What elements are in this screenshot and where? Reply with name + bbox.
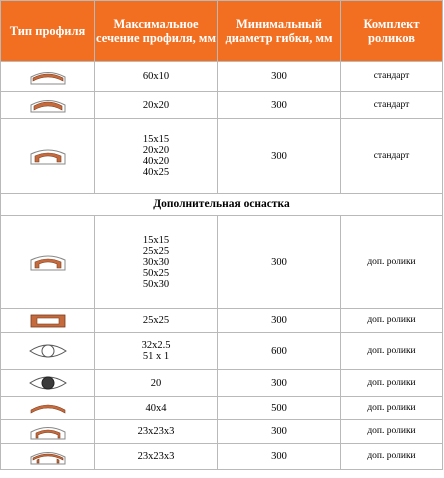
section-value: 15x15 xyxy=(142,134,170,145)
section-value: 51 x 1 xyxy=(142,351,170,362)
table-header-row xyxy=(1,1,443,62)
kit-cell: доп. ролики xyxy=(341,309,443,333)
section-cell xyxy=(95,370,218,397)
kit-cell: доп. ролики xyxy=(341,444,443,470)
section-value: 50x30 xyxy=(142,278,170,290)
arc-angle-icon xyxy=(28,423,68,441)
diameter-cell: 300 xyxy=(218,309,341,333)
header-max-section: Максимальное сечение профиля, мм xyxy=(95,1,218,62)
section-value: 15x15 xyxy=(142,234,170,246)
profile-icon-cell xyxy=(1,62,95,92)
diameter-cell: 300 xyxy=(218,370,341,397)
section-cell xyxy=(95,92,218,119)
table-row xyxy=(1,309,443,333)
table-row xyxy=(1,444,443,470)
section-value: 30x30 xyxy=(142,256,170,268)
kit-cell: доп. ролики xyxy=(341,216,443,309)
section-value: 20x20 xyxy=(142,99,170,111)
profile-icon-cell xyxy=(1,92,95,119)
kit-cell: доп. ролики xyxy=(341,420,443,444)
table-row xyxy=(1,119,443,194)
profile-icon-cell xyxy=(1,119,95,194)
kit-cell: доп. ролики xyxy=(341,397,443,420)
kit-cell: стандарт xyxy=(341,62,443,92)
section-value: 23x23x3 xyxy=(137,426,175,437)
header-roller-kit: Комплект роликов xyxy=(341,1,443,62)
pipe-ring-icon xyxy=(26,341,70,361)
diameter-cell: 300 xyxy=(218,444,341,470)
section-cell xyxy=(95,309,218,333)
profile-icon-cell xyxy=(1,444,95,470)
section-value: 20 xyxy=(150,377,162,389)
section-cell xyxy=(95,62,218,92)
diameter-cell: 300 xyxy=(218,119,341,194)
section-value: 50x25 xyxy=(142,267,170,279)
profile-icon-cell xyxy=(1,333,95,370)
square-profile-icon xyxy=(28,313,68,329)
diameter-cell: 300 xyxy=(218,62,341,92)
table-row xyxy=(1,420,443,444)
arc-square-bar-icon xyxy=(28,96,68,114)
section-cell xyxy=(95,420,218,444)
section-divider-row xyxy=(1,194,443,216)
profile-icon-cell xyxy=(1,420,95,444)
section-value: 25x25 xyxy=(142,245,170,257)
section-cell xyxy=(95,333,218,370)
section-value: 32x2.5 xyxy=(141,340,171,351)
kit-cell: доп. ролики xyxy=(341,333,443,370)
profile-icon-cell xyxy=(1,370,95,397)
table-row xyxy=(1,397,443,420)
section-value: 40x25 xyxy=(142,167,170,178)
table-row xyxy=(1,333,443,370)
profile-icon-cell xyxy=(1,397,95,420)
table-row xyxy=(1,62,443,92)
section-cell xyxy=(95,216,218,309)
profile-icon-cell xyxy=(1,216,95,309)
profile-icon-cell xyxy=(1,309,95,333)
arc-channel-icon xyxy=(28,146,68,166)
diameter-cell: 500 xyxy=(218,397,341,420)
section-cell xyxy=(95,119,218,194)
arc-flat-bar-icon xyxy=(28,68,68,86)
table-row xyxy=(1,216,443,309)
kit-cell: стандарт xyxy=(341,119,443,194)
header-min-diameter: Минимальный диаметр гибки, мм xyxy=(218,1,341,62)
arc-angle-inverse-icon xyxy=(28,448,68,466)
section-cell xyxy=(95,397,218,420)
section-value: 20x20 xyxy=(142,145,170,156)
diameter-cell: 600 xyxy=(218,333,341,370)
kit-cell: стандарт xyxy=(341,92,443,119)
diameter-cell: 300 xyxy=(218,420,341,444)
section-value: 25x25 xyxy=(142,315,170,326)
table-row xyxy=(1,92,443,119)
table-row xyxy=(1,370,443,397)
section-cell xyxy=(95,444,218,470)
diameter-cell: 300 xyxy=(218,92,341,119)
section-title: Дополнительная оснастка xyxy=(1,194,443,216)
diameter-cell: 300 xyxy=(218,216,341,309)
section-value: 40x4 xyxy=(145,402,167,414)
section-value: 23x23x3 xyxy=(137,451,175,462)
section-value: 60x10 xyxy=(142,71,170,82)
kit-cell: доп. ролики xyxy=(341,370,443,397)
section-value: 40x20 xyxy=(142,156,170,167)
arc-channel-icon xyxy=(28,252,68,272)
header-profile-type: Тип профиля xyxy=(1,1,95,62)
round-bar-icon xyxy=(26,373,70,393)
arc-flat-strip-icon xyxy=(28,401,68,415)
